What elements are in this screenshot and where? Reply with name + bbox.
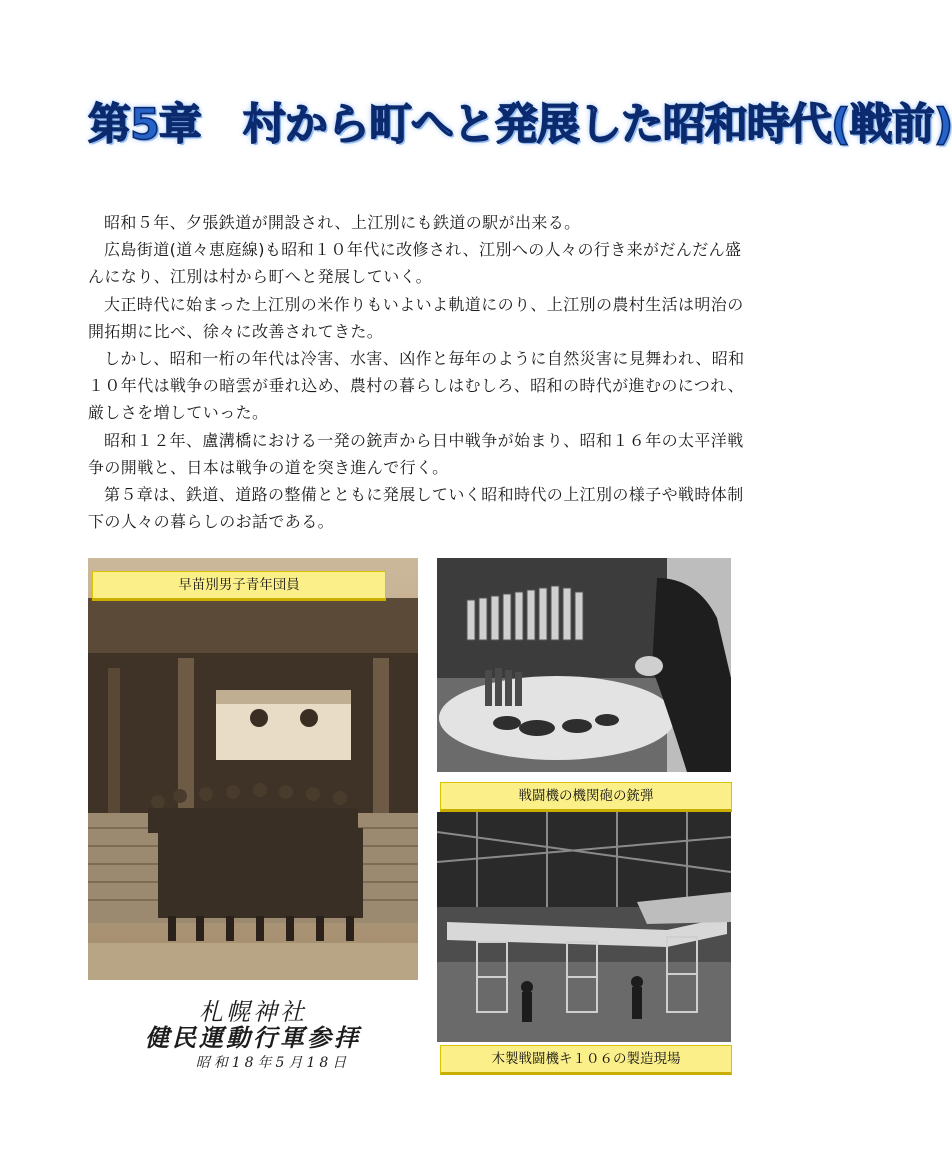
caption-youth-group: 早苗別男子青年団員: [92, 571, 386, 601]
caption-bullets: 戦闘機の機関砲の銃弾: [440, 782, 732, 812]
body-text: [88, 209, 748, 535]
paragraph-2: 広島街道(道々恵庭線)も昭和１０年代に改修され、江別への人々の行き来がだんだん盛んになり、江別は村から町へと発展していく。: [88, 240, 742, 287]
paragraph-3: 大正時代に始まった上江別の米作りもいよいよ軌道にのり、上江別の農村生活は明治の開拓期に比べ、徐々に改善されてきた。: [88, 294, 744, 341]
youth-group-photo: [88, 558, 418, 980]
paragraph-1: 昭和５年、夕張鉄道が開設され、上江別にも鉄道の駅が出来る。: [104, 213, 581, 232]
handwritten-line-1: 札幌神社: [199, 998, 307, 1026]
factory-photo: [437, 812, 731, 1042]
paragraph-6: 第５章は、鉄道、道路の整備とともに発展していく昭和時代の上江別の様子や戦時体制下の人々の暮らしのお話である。: [88, 485, 744, 532]
bullets-photo: [437, 558, 731, 772]
handwritten-line-2: 健民運動行軍参拝: [145, 1023, 361, 1052]
handwritten-line-3: 昭和18年5月18日: [195, 1055, 351, 1071]
chapter-title: 第5章 村から町へと発展した昭和時代(戦前): [88, 100, 952, 150]
paragraph-5: 昭和１２年、盧溝橋における一発の銃声から日中戦争が始まり、昭和１６年の太平洋戦争の開戦と、日本は戦争の道を突き進んで行く。: [88, 430, 744, 477]
caption-factory: 木製戦闘機キ１０６の製造現場: [440, 1045, 732, 1075]
paragraph-4: しかし、昭和一桁の年代は冷害、水害、凶作と毎年のように自然災害に見舞われ、昭和１０年代は戦争の暗雲が垂れ込め、農村の暮らしはむしろ、昭和の時代が進むのにつれ、厳しさを増していった。: [88, 349, 745, 423]
